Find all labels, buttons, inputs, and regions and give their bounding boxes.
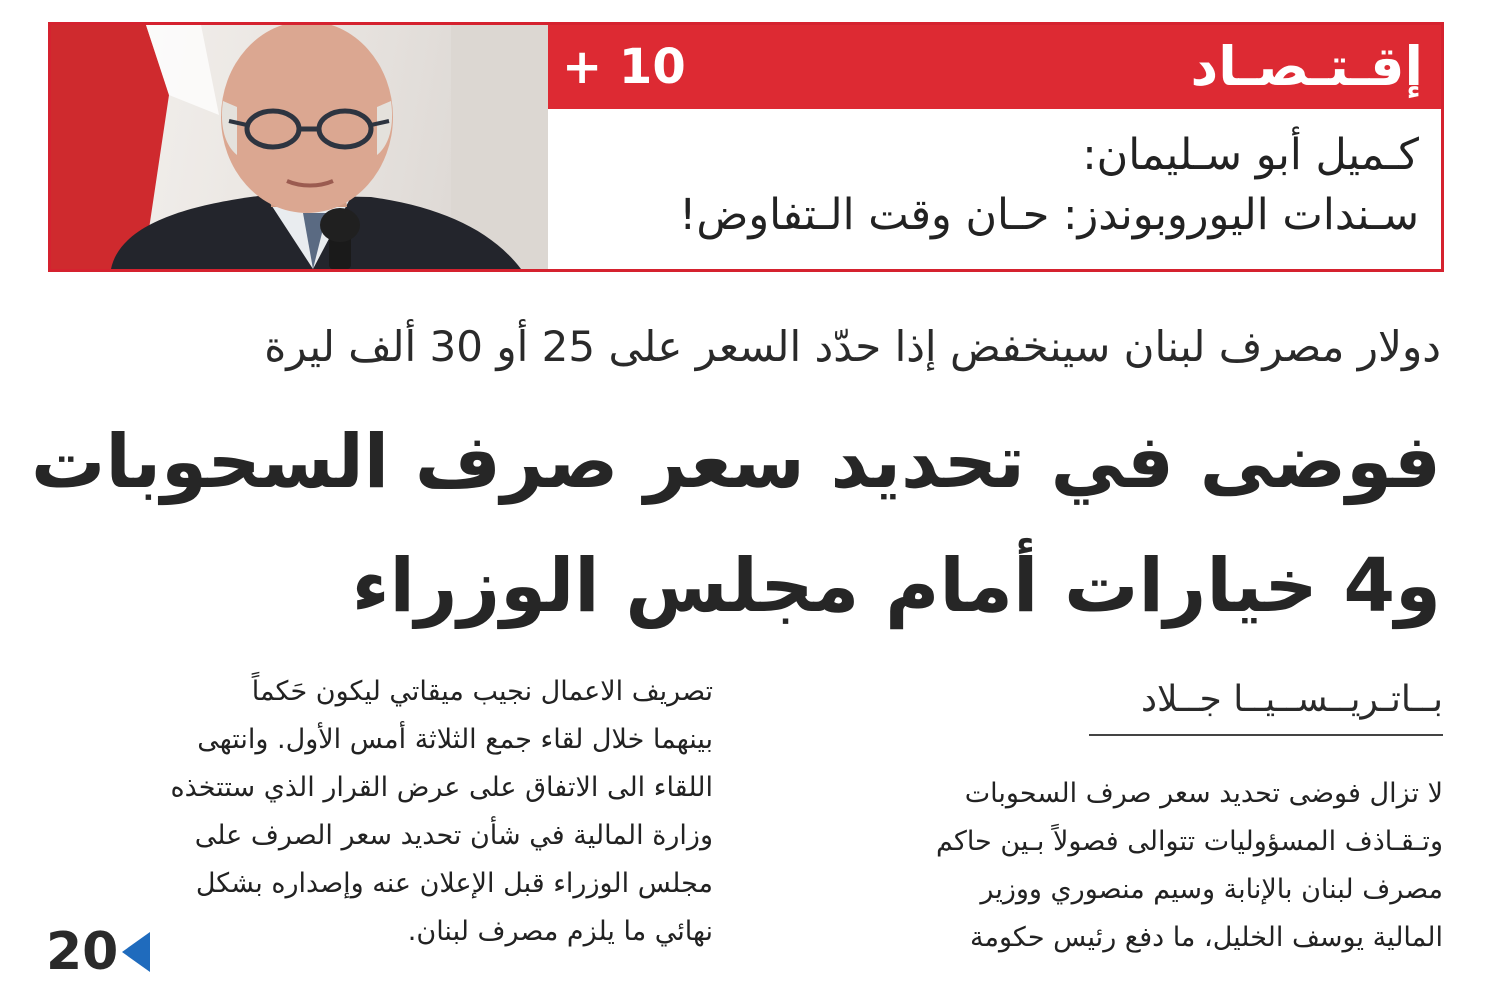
teaser-name: كـميل أبو سـليمان: bbox=[1082, 130, 1419, 180]
page-number[interactable] bbox=[46, 918, 150, 986]
body-line: تصريف الاعمال نجيب ميقاتي ليكون حَكماً bbox=[251, 676, 713, 707]
body-line: مصرف لبنان بالإنابة وسيم منصوري ووزير bbox=[980, 874, 1443, 905]
body-line: نهائي ما يلزم مصرف لبنان. bbox=[407, 916, 713, 947]
body-line: بينهما خلال لقاء جمع الثلاثة أمس الأول. وانتهى bbox=[197, 724, 713, 755]
body-line: اللقاء الى الاتفاق على عرض القرار الذي ستتخذه bbox=[170, 772, 713, 803]
article-kicker: دولار مصرف لبنان سينخفض إذا حدّد السعر على 25 أو 30 ألف ليرة bbox=[264, 322, 1441, 371]
headline-line: فوضى في تحديد سعر صرف السحوبات bbox=[31, 419, 1441, 505]
body-column-right bbox=[773, 770, 1443, 962]
author-byline: بــاتـريــســيــا جــلاد bbox=[1089, 676, 1443, 736]
body-line: لا تزال فوضى تحديد سعر صرف السحوبات bbox=[964, 778, 1443, 809]
teaser-title: سـندات اليوروبوندز: حـان وقت الـتفاوض! bbox=[679, 190, 1419, 240]
section-label: إقـتـصـاد bbox=[1190, 35, 1423, 98]
body-line: وزارة المالية في شأن تحديد سعر الصرف على bbox=[194, 820, 713, 851]
headline-line: و4 خيارات أمام مجلس الوزراء bbox=[351, 543, 1441, 629]
body-line: وتـقـاذف المسؤوليات تتوالى فصولاً بـين حاكم bbox=[936, 826, 1443, 857]
body-line: مجلس الوزراء قبل الإعلان عنه وإصداره بشكل bbox=[195, 868, 713, 899]
portrait-illustration bbox=[51, 25, 548, 269]
body-line: المالية يوسف الخليل، ما دفع رئيس حكومة bbox=[970, 922, 1443, 953]
article-headline bbox=[31, 400, 1441, 648]
teaser-text bbox=[561, 125, 1419, 245]
teaser-box[interactable] bbox=[48, 22, 1444, 272]
page-arrow-icon bbox=[122, 932, 150, 972]
plus-badge: + 10 bbox=[562, 39, 686, 95]
teaser-photo bbox=[51, 25, 548, 269]
section-band bbox=[548, 25, 1441, 109]
page-number-text: 20 bbox=[46, 922, 119, 982]
body-column-left bbox=[48, 668, 713, 956]
